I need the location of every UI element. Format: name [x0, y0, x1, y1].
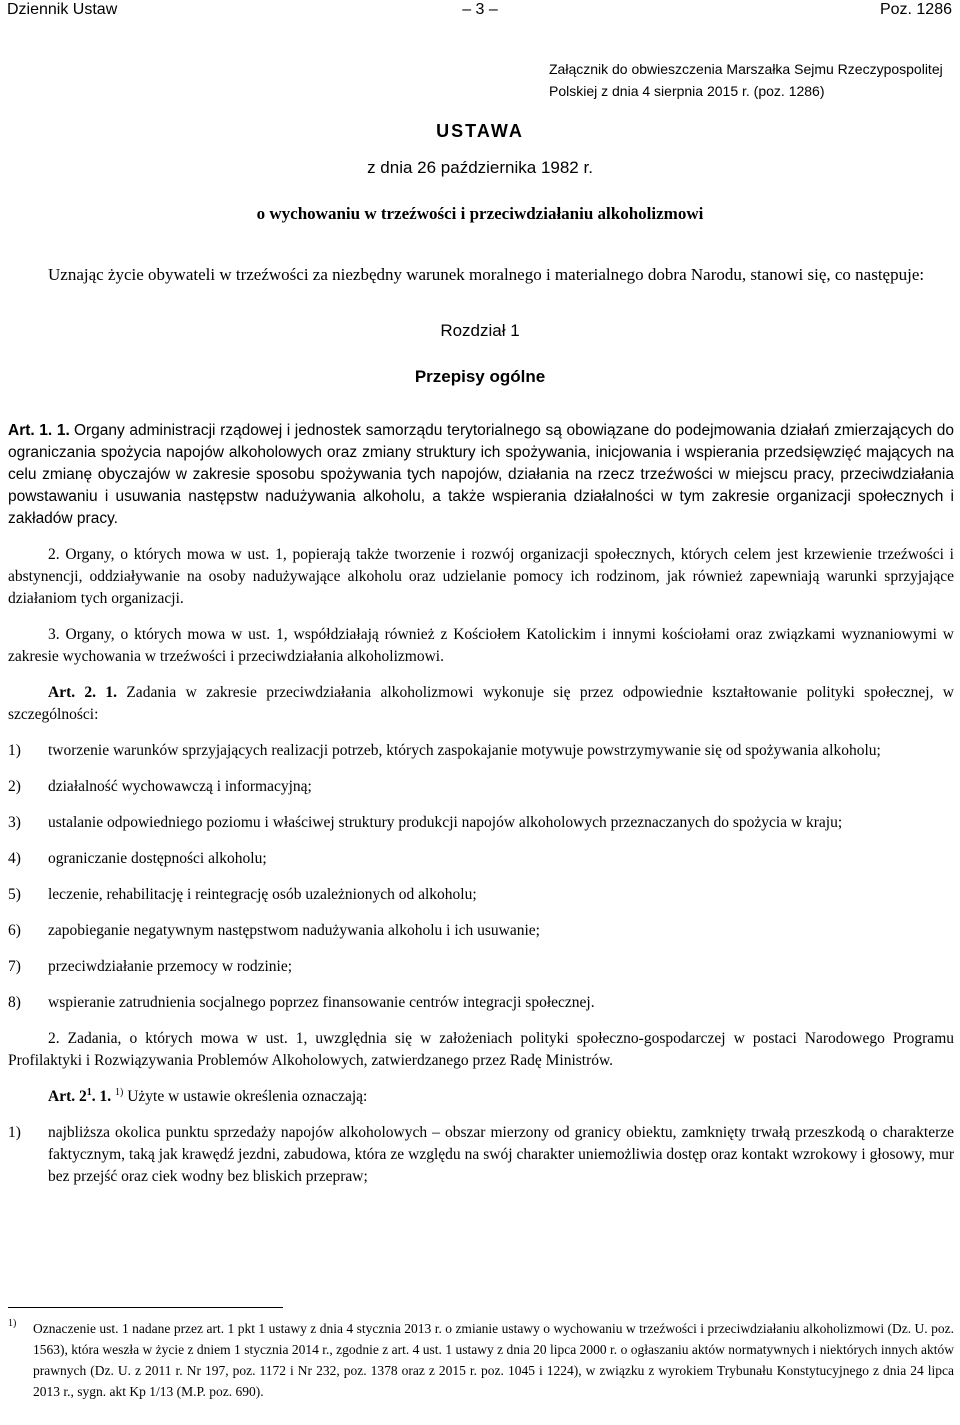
- list-item-number: 5): [8, 886, 21, 903]
- act-subject: o wychowaniu w trzeźwości i przeciwdziałaniu alkoholizmowi: [256, 204, 704, 223]
- list-item-number: 2): [8, 778, 21, 795]
- art21-para1: [8, 1086, 954, 1108]
- footnote-text: Oznaczenie ust. 1 nadane przez art. 1 pkt 1 ustawy z dnia 4 stycznia 2013 r. o zmianie ustawy o wychowaniu w trzeźwości i przeciwdziałaniu alkoholizmowi (Dz. U. poz. 1563), która weszła w życie z dniem 1 stycznia 2014 r., zgodnie z art. 4 ust. 1 ustawy z dnia 20 lipca 2000 r. o ogłaszaniu aktów normatywnych i niektórych innych aktów prawnych (Dz. U. z 2011 r. Nr 197, poz. 1172 i Nr 232, poz. 1378 oraz z 2015 r. poz. 1045 i 1224), w związku z wyrokiem Trybunału Konstytucyjnego z dnia 24 lipca 2013 r., sygn. akt Kp 1/13 (M.P. poz. 690).: [33, 1321, 954, 1399]
- art1-para2: 2. Organy, o których mowa w ust. 1, popierają także tworzenie i rozwój organizacji społecznych, których celem jest krzewienie trzeźwości i abstynencji, oddziaływanie na osoby nadużywające alkoholu oraz udzielanie pomocy ich rodzinom, jak również zapewniają warunki sprzyjające działaniom tych organizacji.: [8, 546, 954, 607]
- act-title: USTAWA: [436, 121, 524, 141]
- list-item-number: 6): [8, 922, 21, 939]
- art2-intro: Zadania w zakresie przeciwdziałania alkoholizmowi wykonuje się przez odpowiednie kształtowanie polityki społecznej, w szczególności:: [8, 684, 954, 723]
- list-item-number: 3): [8, 814, 21, 831]
- art21-intro: Użyte w ustawie określenia oznaczają:: [127, 1088, 368, 1105]
- list-item-number: 1): [8, 1124, 21, 1141]
- list-item-text: ustalanie odpowiedniego poziomu i właściwej struktury produkcji napojów alkoholowych przeznaczanych do spożycia w kraju;: [48, 814, 843, 831]
- art21-heading-b: . 1.: [91, 1088, 112, 1105]
- chapter-title: Przepisy ogólne: [414, 367, 546, 386]
- list-item: [8, 812, 954, 834]
- list-item-text: leczenie, rehabilitację i reintegrację osób uzależnionych od alkoholu;: [48, 886, 477, 903]
- art2-para1: [8, 682, 954, 726]
- art2-para2: 2. Zadania, o których mowa w ust. 1, uwzględnia się w założeniach polityki społeczno-gospodarczej w postaci Narodowego Programu Profilaktyki i Rozwiązywania Problemów Alkoholowych, zatwierdzanego przez Radę Ministrów.: [8, 1030, 954, 1069]
- chapter-label: Rozdział 1: [440, 321, 520, 340]
- list-item-number: 8): [8, 994, 21, 1011]
- list-item-text: zapobieganie negatywnym następstwom nadużywania alkoholu i ich usuwanie;: [48, 922, 540, 939]
- list-item-number: 1): [8, 742, 21, 759]
- articles-body: [8, 420, 954, 1202]
- art21-heading: [48, 1088, 111, 1105]
- position-number: Poz. 1286: [879, 1, 952, 18]
- footnote-divider: [8, 1307, 283, 1308]
- art1-para1-text: Organy administracji rządowej i jednostek samorządu terytorialnego są obowiązane do podejmowania działań zmierzających do ograniczania spożycia napojów alkoholowych oraz zmiany struktury ich spożywania, inicjowania i wspierania przedsięwzięć mających na celu zmianę obyczajów w zakresie sposobu spożywania tych napojów, działania na rzecz trzeźwości w miejscu pracy, przeciwdziałania powstawaniu i usuwania następstw nadużywania alkoholu, a także wspierania działalności w tym zakresie organizacji społecznych i zakładów pracy.: [8, 422, 954, 527]
- annex-note: Załącznik do obwieszczenia Marszałka Sejmu Rzeczypospolitej Polskiej z dnia 4 sierpnia 2015 r. (poz. 1286): [549, 61, 943, 99]
- art1-para1: [8, 420, 954, 530]
- list-item-text: przeciwdziałanie przemocy w rodzinie;: [48, 958, 293, 975]
- list-item-text: ograniczanie dostępności alkoholu;: [48, 850, 267, 867]
- list-item: [8, 848, 954, 870]
- journal-name: Dziennik Ustaw: [7, 1, 118, 18]
- art2-list: [8, 740, 954, 1014]
- list-item: [8, 956, 954, 978]
- list-item-text: działalność wychowawczą i informacyjną;: [48, 778, 312, 795]
- list-item-number: 7): [8, 958, 21, 975]
- list-item-number: 4): [8, 850, 21, 867]
- list-item: [8, 1122, 954, 1188]
- list-item: [8, 740, 954, 762]
- list-item: [8, 920, 954, 942]
- list-item: [8, 776, 954, 798]
- preamble: Uznając życie obywateli w trzeźwości za niezbędny warunek moralnego i materialnego dobra Narodu, stanowi się, co następuje:: [48, 265, 925, 284]
- footnote-mark: 1): [8, 1318, 17, 1329]
- art2-heading: Art. 2. 1.: [48, 684, 118, 701]
- act-date: z dnia 26 października 1982 r.: [367, 158, 593, 177]
- footnote-ref: 1): [115, 1086, 124, 1098]
- art21-heading-sup: 1: [86, 1086, 92, 1098]
- page-number: – 3 –: [462, 1, 498, 18]
- art21-heading-a: Art. 2: [48, 1088, 87, 1105]
- art1-para3: 3. Organy, o których mowa w ust. 1, współdziałają również z Kościołem Katolickim i innymi kościołami oraz związkami wyznaniowymi w zakresie wychowania w trzeźwości i przeciwdziałania alkoholizmowi.: [8, 626, 954, 665]
- list-item-text: wspieranie zatrudnienia socjalnego poprzez finansowanie centrów integracji społecznej.: [48, 994, 595, 1011]
- footnote: [8, 1318, 954, 1402]
- art21-list: [8, 1122, 954, 1188]
- art1-heading: Art. 1. 1.: [8, 422, 70, 439]
- list-item-text: najbliższa okolica punktu sprzedaży napojów alkoholowych – obszar mierzony od granicy obiektu, zamknięty trwałą przeszkodą o charakterze faktycznym, taką jak krawędź jezdni, zabudowa, która ze względu na swój charakter uniemożliwia dostęp oraz kontakt wzrokowy i głosowy, mur bez przejść oraz ciek wodny bez bliskich przepraw;: [48, 1124, 954, 1185]
- list-item: [8, 992, 954, 1014]
- list-item: [8, 884, 954, 906]
- list-item-text: tworzenie warunków sprzyjających realizacji potrzeb, których zaspokajanie motywuje powstrzymywanie się od spożywania alkoholu;: [48, 742, 881, 759]
